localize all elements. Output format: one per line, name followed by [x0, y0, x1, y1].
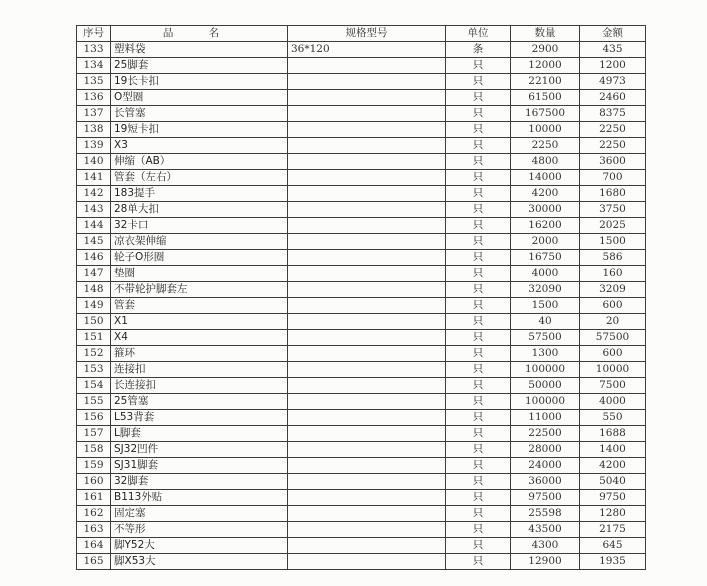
- row-no: 137: [77, 106, 111, 122]
- table-row: [77, 394, 646, 410]
- row-name: B113外贴: [111, 490, 288, 506]
- row-no: 140: [77, 154, 111, 170]
- row-no: 154: [77, 378, 111, 394]
- row-spec: [288, 138, 446, 154]
- row-no: 135: [77, 74, 111, 90]
- row-unit: 只: [446, 538, 511, 554]
- row-qty: 36000: [511, 474, 580, 490]
- row-name: 32卡口: [111, 218, 288, 234]
- inventory-table: [76, 25, 646, 570]
- row-amount: 1400: [580, 442, 646, 458]
- row-qty: 22100: [511, 74, 580, 90]
- row-qty: 10000: [511, 122, 580, 138]
- row-spec: [288, 410, 446, 426]
- row-amount: 3600: [580, 154, 646, 170]
- table-row: [77, 58, 646, 74]
- table-row: [77, 122, 646, 138]
- table-row: [77, 170, 646, 186]
- table-row: [77, 154, 646, 170]
- row-name: 183提手: [111, 186, 288, 202]
- table-row: [77, 298, 646, 314]
- row-amount: 600: [580, 298, 646, 314]
- row-name: SJ32凹件: [111, 442, 288, 458]
- table-row: [77, 266, 646, 282]
- header-spec: 规格型号: [288, 26, 446, 42]
- row-qty: 2900: [511, 42, 580, 58]
- row-unit: 只: [446, 458, 511, 474]
- row-unit: 只: [446, 378, 511, 394]
- row-qty: 1500: [511, 298, 580, 314]
- row-name: SJ31脚套: [111, 458, 288, 474]
- table-row: [77, 202, 646, 218]
- row-amount: 550: [580, 410, 646, 426]
- row-no: 139: [77, 138, 111, 154]
- row-name: 固定塞: [111, 506, 288, 522]
- row-amount: 1200: [580, 58, 646, 74]
- row-qty: 100000: [511, 394, 580, 410]
- table-row: [77, 138, 646, 154]
- row-qty: 2000: [511, 234, 580, 250]
- row-name: 垫圈: [111, 266, 288, 282]
- row-qty: 16750: [511, 250, 580, 266]
- row-spec: [288, 90, 446, 106]
- row-name: X1: [111, 314, 288, 330]
- row-spec: [288, 330, 446, 346]
- row-spec: [288, 426, 446, 442]
- row-qty: 4300: [511, 538, 580, 554]
- table-row: [77, 106, 646, 122]
- table-row: [77, 538, 646, 554]
- row-unit: 只: [446, 122, 511, 138]
- table-row: [77, 330, 646, 346]
- row-no: 141: [77, 170, 111, 186]
- header-name: [111, 26, 288, 42]
- table-row: [77, 218, 646, 234]
- table-row: [77, 250, 646, 266]
- row-spec: [288, 58, 446, 74]
- row-no: 162: [77, 506, 111, 522]
- row-no: 143: [77, 202, 111, 218]
- row-unit: 只: [446, 58, 511, 74]
- row-qty: 43500: [511, 522, 580, 538]
- row-no: 150: [77, 314, 111, 330]
- row-unit: 只: [446, 186, 511, 202]
- row-spec: [288, 250, 446, 266]
- row-qty: 11000: [511, 410, 580, 426]
- row-spec: [288, 282, 446, 298]
- row-qty: 4800: [511, 154, 580, 170]
- row-qty: 32090: [511, 282, 580, 298]
- row-no: 152: [77, 346, 111, 362]
- row-qty: 16200: [511, 218, 580, 234]
- row-unit: 只: [446, 90, 511, 106]
- row-name: 28单大扣: [111, 202, 288, 218]
- row-amount: 7500: [580, 378, 646, 394]
- row-spec: [288, 218, 446, 234]
- row-amount: 3750: [580, 202, 646, 218]
- row-amount: 4200: [580, 458, 646, 474]
- table-row: [77, 426, 646, 442]
- row-unit: 只: [446, 202, 511, 218]
- row-name: 脚X53大: [111, 554, 288, 570]
- row-qty: 28000: [511, 442, 580, 458]
- row-amount: 700: [580, 170, 646, 186]
- row-spec: [288, 170, 446, 186]
- row-unit: 只: [446, 74, 511, 90]
- row-name: 凉衣架伸缩: [111, 234, 288, 250]
- row-name: L53背套: [111, 410, 288, 426]
- row-unit: 只: [446, 298, 511, 314]
- row-qty: 50000: [511, 378, 580, 394]
- row-spec: [288, 378, 446, 394]
- row-spec: [288, 154, 446, 170]
- row-name: 不带轮护脚套左: [111, 282, 288, 298]
- row-no: 161: [77, 490, 111, 506]
- row-name: 长连接扣: [111, 378, 288, 394]
- row-amount: 10000: [580, 362, 646, 378]
- row-no: 142: [77, 186, 111, 202]
- row-no: 136: [77, 90, 111, 106]
- row-spec: [288, 298, 446, 314]
- row-amount: 160: [580, 266, 646, 282]
- row-qty: 2250: [511, 138, 580, 154]
- row-qty: 40: [511, 314, 580, 330]
- row-no: 146: [77, 250, 111, 266]
- row-amount: 600: [580, 346, 646, 362]
- header-unit: 单位: [446, 26, 511, 42]
- row-unit: 条: [446, 42, 511, 58]
- row-no: 164: [77, 538, 111, 554]
- row-name: 32脚套: [111, 474, 288, 490]
- row-name: 25脚套: [111, 58, 288, 74]
- row-qty: 24000: [511, 458, 580, 474]
- row-amount: 3209: [580, 282, 646, 298]
- row-qty: 12900: [511, 554, 580, 570]
- header-amount: 金额: [580, 26, 646, 42]
- row-amount: 2175: [580, 522, 646, 538]
- row-no: 160: [77, 474, 111, 490]
- row-qty: 61500: [511, 90, 580, 106]
- row-unit: 只: [446, 170, 511, 186]
- row-qty: 4000: [511, 266, 580, 282]
- row-name: X4: [111, 330, 288, 346]
- row-unit: 只: [446, 218, 511, 234]
- row-no: 156: [77, 410, 111, 426]
- row-unit: 只: [446, 138, 511, 154]
- row-name: 轮子O形圈: [111, 250, 288, 266]
- row-no: 149: [77, 298, 111, 314]
- row-name: 25管塞: [111, 394, 288, 410]
- row-spec: [288, 122, 446, 138]
- row-amount: 586: [580, 250, 646, 266]
- row-spec: [288, 314, 446, 330]
- row-amount: 645: [580, 538, 646, 554]
- row-amount: 8375: [580, 106, 646, 122]
- row-name: 19长卡扣: [111, 74, 288, 90]
- row-unit: 只: [446, 426, 511, 442]
- table-row: [77, 362, 646, 378]
- row-qty: 167500: [511, 106, 580, 122]
- row-amount: 4000: [580, 394, 646, 410]
- row-spec: [288, 266, 446, 282]
- row-unit: 只: [446, 250, 511, 266]
- row-no: 153: [77, 362, 111, 378]
- row-no: 134: [77, 58, 111, 74]
- row-name: O型圈: [111, 90, 288, 106]
- row-qty: 1300: [511, 346, 580, 362]
- row-amount: 2250: [580, 122, 646, 138]
- row-unit: 只: [446, 266, 511, 282]
- row-name: 塑料袋: [111, 42, 288, 58]
- row-spec: [288, 490, 446, 506]
- row-spec: [288, 538, 446, 554]
- row-unit: 只: [446, 394, 511, 410]
- header-qty: 数量: [511, 26, 580, 42]
- row-no: 157: [77, 426, 111, 442]
- row-no: 144: [77, 218, 111, 234]
- row-no: 159: [77, 458, 111, 474]
- table-row: [77, 522, 646, 538]
- row-spec: [288, 74, 446, 90]
- row-spec: [288, 362, 446, 378]
- table-row: [77, 90, 646, 106]
- table-row: [77, 442, 646, 458]
- row-amount: 20: [580, 314, 646, 330]
- row-name: X3: [111, 138, 288, 154]
- row-no: 165: [77, 554, 111, 570]
- row-spec: [288, 234, 446, 250]
- row-no: 138: [77, 122, 111, 138]
- row-spec: 36*120: [288, 42, 446, 58]
- header-name-label: 品 名: [162, 27, 236, 39]
- row-no: 155: [77, 394, 111, 410]
- row-spec: [288, 522, 446, 538]
- row-qty: 30000: [511, 202, 580, 218]
- table-row: [77, 458, 646, 474]
- row-unit: 只: [446, 282, 511, 298]
- row-amount: 1280: [580, 506, 646, 522]
- row-no: 148: [77, 282, 111, 298]
- table-row: [77, 186, 646, 202]
- row-qty: 14000: [511, 170, 580, 186]
- table-row: [77, 490, 646, 506]
- row-amount: 4973: [580, 74, 646, 90]
- table-row: [77, 42, 646, 58]
- row-unit: 只: [446, 154, 511, 170]
- table-row: [77, 506, 646, 522]
- table-row: [77, 234, 646, 250]
- table-row: [77, 346, 646, 362]
- row-unit: 只: [446, 330, 511, 346]
- row-spec: [288, 186, 446, 202]
- table-row: [77, 554, 646, 570]
- row-qty: 25598: [511, 506, 580, 522]
- table-row: [77, 378, 646, 394]
- row-name: 长管塞: [111, 106, 288, 122]
- row-name: 伸缩（AB）: [111, 154, 288, 170]
- row-amount: 2025: [580, 218, 646, 234]
- row-spec: [288, 346, 446, 362]
- row-unit: 只: [446, 234, 511, 250]
- row-qty: 97500: [511, 490, 580, 506]
- row-name: 不等形: [111, 522, 288, 538]
- row-no: 145: [77, 234, 111, 250]
- row-spec: [288, 474, 446, 490]
- table-header-row: [77, 26, 646, 42]
- row-qty: 22500: [511, 426, 580, 442]
- row-amount: 2460: [580, 90, 646, 106]
- row-unit: 只: [446, 554, 511, 570]
- row-name: 箍环: [111, 346, 288, 362]
- row-spec: [288, 506, 446, 522]
- row-amount: 5040: [580, 474, 646, 490]
- row-qty: 57500: [511, 330, 580, 346]
- row-unit: 只: [446, 490, 511, 506]
- row-unit: 只: [446, 410, 511, 426]
- row-spec: [288, 202, 446, 218]
- row-unit: 只: [446, 362, 511, 378]
- row-unit: 只: [446, 314, 511, 330]
- row-spec: [288, 458, 446, 474]
- row-unit: 只: [446, 346, 511, 362]
- row-amount: 1500: [580, 234, 646, 250]
- row-amount: 9750: [580, 490, 646, 506]
- row-qty: 100000: [511, 362, 580, 378]
- row-qty: 12000: [511, 58, 580, 74]
- row-no: 151: [77, 330, 111, 346]
- row-name: 19短卡扣: [111, 122, 288, 138]
- row-spec: [288, 442, 446, 458]
- row-name: 脚Y52大: [111, 538, 288, 554]
- table-row: [77, 474, 646, 490]
- row-unit: 只: [446, 522, 511, 538]
- row-no: 158: [77, 442, 111, 458]
- row-name: 管套: [111, 298, 288, 314]
- row-no: 147: [77, 266, 111, 282]
- row-no: 163: [77, 522, 111, 538]
- table-row: [77, 314, 646, 330]
- row-unit: 只: [446, 474, 511, 490]
- row-no: 133: [77, 42, 111, 58]
- table-row: [77, 74, 646, 90]
- row-amount: 2250: [580, 138, 646, 154]
- table-body: [77, 42, 646, 570]
- header-no: 序号: [77, 26, 111, 42]
- row-amount: 57500: [580, 330, 646, 346]
- row-unit: 只: [446, 106, 511, 122]
- row-unit: 只: [446, 442, 511, 458]
- row-name: 连接扣: [111, 362, 288, 378]
- row-amount: 435: [580, 42, 646, 58]
- row-qty: 4200: [511, 186, 580, 202]
- row-spec: [288, 394, 446, 410]
- table-row: [77, 282, 646, 298]
- row-spec: [288, 106, 446, 122]
- row-amount: 1688: [580, 426, 646, 442]
- row-name: L脚套: [111, 426, 288, 442]
- row-amount: 1680: [580, 186, 646, 202]
- row-name: 管套（左右）: [111, 170, 288, 186]
- row-amount: 1935: [580, 554, 646, 570]
- table-row: [77, 410, 646, 426]
- row-spec: [288, 554, 446, 570]
- row-unit: 只: [446, 506, 511, 522]
